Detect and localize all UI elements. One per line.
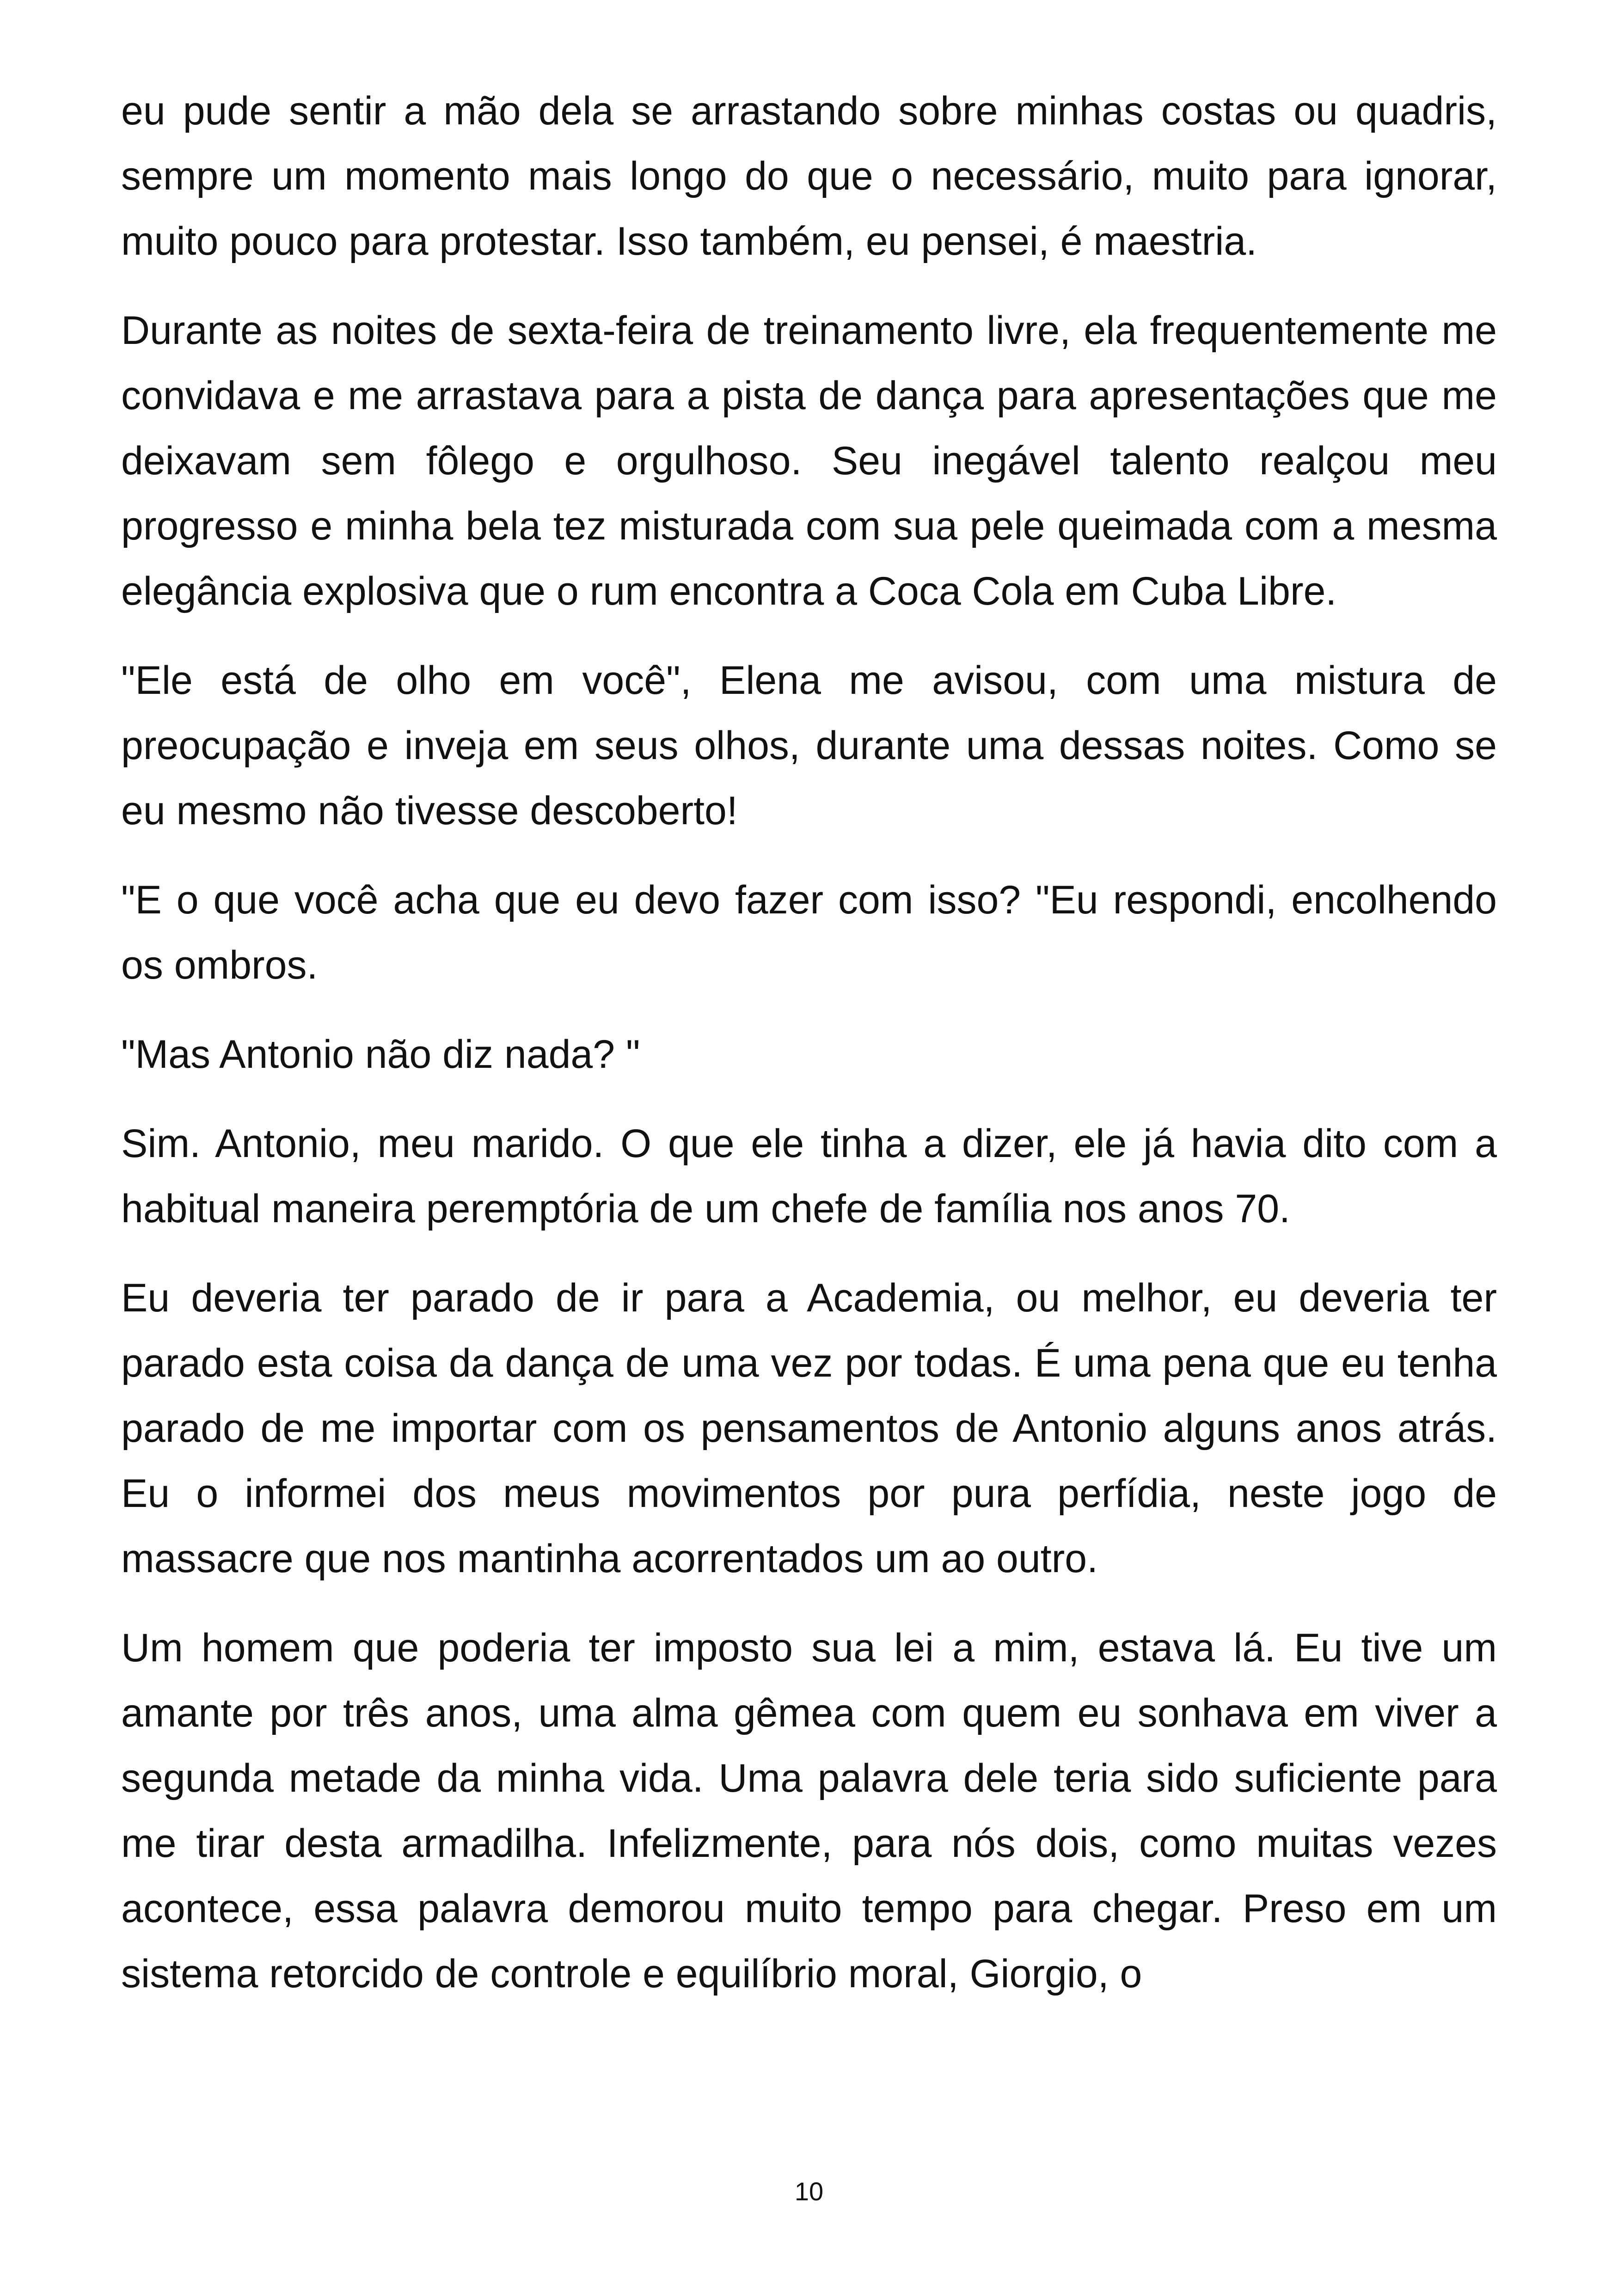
paragraph: Um homem que poderia ter imposto sua lei a mim, estava lá. Eu tive um amante por três anos, uma alma gêmea com quem eu sonhava em viver a segunda metade da minha vida. Uma palavra dele teria sido suficiente para me tirar desta armadilha. Infelizmente, para nós dois, como muitas vezes acontece, essa palavra demorou muito tempo para chegar. Preso em um sistema retorcido de controle e equilíbrio moral, Giorgio, o (121, 1626, 1497, 1996)
body-text (121, 79, 1497, 2031)
paragraph: "Ele está de olho em você", Elena me avisou, com uma mistura de preocupação e inveja em seus olhos, durante uma dessas noites. Como se eu mesmo não tivesse descoberto! (121, 658, 1497, 833)
paragraph: eu pude sentir a mão dela se arrastando sobre minhas costas ou quadris, sempre um momento mais longo do que o necessário, muito para ignorar, muito pouco para protestar. Isso também, eu pensei, é maestria. (121, 89, 1497, 263)
paragraph: Sim. Antonio, meu marido. O que ele tinha a dizer, ele já havia dito com a habitual maneira peremptória de um chefe de família nos anos 70. (121, 1121, 1497, 1231)
paragraph: Eu deveria ter parado de ir para a Academia, ou melhor, eu deveria ter parado esta coisa da dança de uma vez por todas. É uma pena que eu tenha parado de me importar com os pensamentos de Antonio alguns anos atrás. Eu o informei dos meus movimentos por pura perfídia, neste jogo de massacre que nos mantinha acorrentados um ao outro. (121, 1276, 1497, 1581)
paragraph: "Mas Antonio não diz nada? " (121, 1032, 640, 1077)
page-number: 10 (794, 2177, 824, 2206)
paragraph: Durante as noites de sexta-feira de treinamento livre, ela frequentemente me convidava e me arrastava para a pista de dança para apresentações que me deixavam sem fôlego e orgulhoso. Seu inegável talento realçou meu progresso e minha bela tez misturada com sua pele queimada com a mesma elegância explosiva que o rum encontra a Coca Cola em Cuba Libre. (121, 308, 1497, 613)
paragraph: "E o que você acha que eu devo fazer com isso? "Eu respondi, encolhendo os ombros. (121, 878, 1497, 987)
